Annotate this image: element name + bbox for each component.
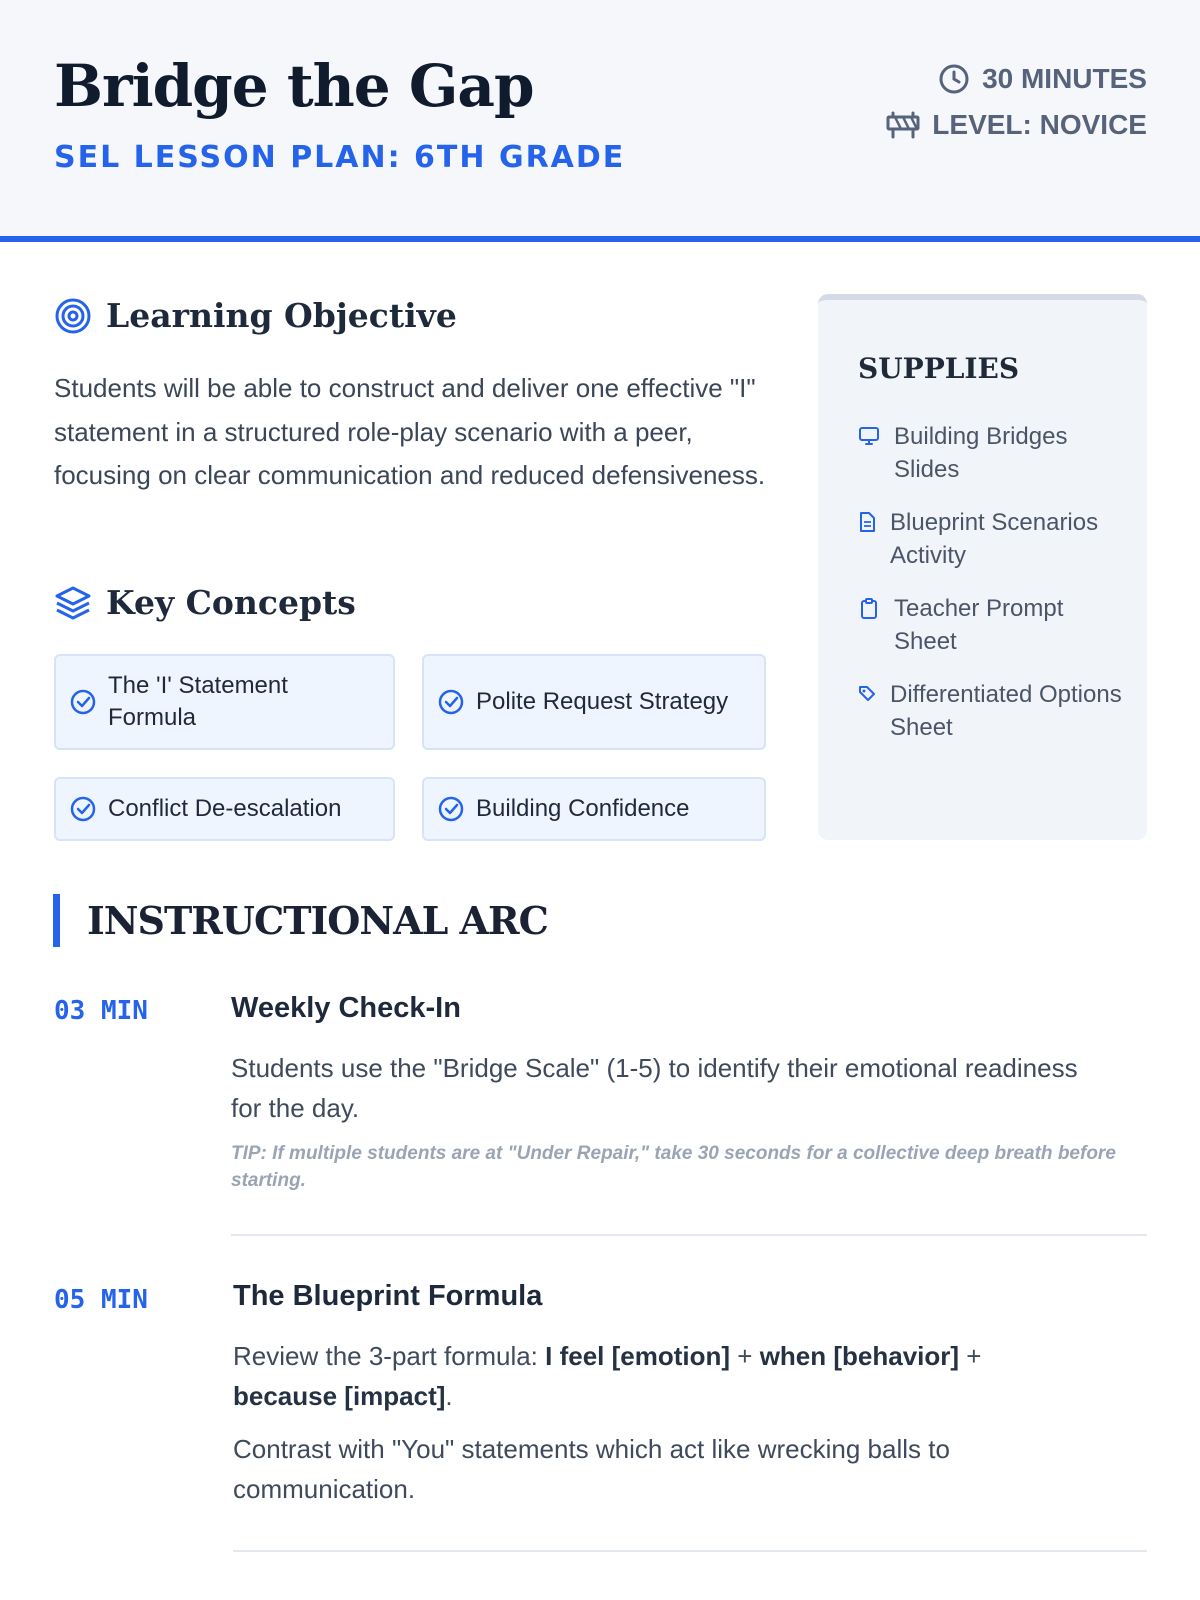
formula-part: because [impact] xyxy=(233,1381,446,1411)
page-title: Bridge the Gap xyxy=(54,52,534,120)
formula-plus: + xyxy=(730,1341,760,1371)
step-duration: 03 MIN xyxy=(54,996,148,1026)
supply-label: Blueprint Scenarios Activity xyxy=(890,509,1099,569)
objective-heading xyxy=(54,296,457,335)
step-tip: TIP: If multiple students are at "Under Repair," take 30 seconds for a collective deep breath before starting. xyxy=(231,1143,1116,1191)
supply-item xyxy=(858,420,1128,486)
supply-item xyxy=(858,506,1128,572)
step-text-prefix: Review the 3-part formula: xyxy=(233,1341,546,1371)
duration-meta xyxy=(886,56,1147,102)
step-divider xyxy=(231,1234,1147,1236)
concept-label: Conflict De-escalation xyxy=(108,795,342,822)
page-header xyxy=(0,0,1200,242)
monitor-icon xyxy=(858,425,880,447)
formula-part: I feel [emotion] xyxy=(545,1341,731,1371)
supplies-heading: SUPPLIES xyxy=(858,352,1020,385)
concept-label: Building Confidence xyxy=(476,795,690,822)
supply-label: Differentiated Options Sheet xyxy=(890,681,1122,741)
clipboard-icon xyxy=(858,597,880,619)
supply-item xyxy=(858,592,1128,658)
formula-plus: + xyxy=(959,1341,982,1371)
arc-accent-bar xyxy=(53,894,60,947)
supplies-panel xyxy=(818,294,1147,840)
concept-label: The 'I' Statement Formula xyxy=(108,672,288,731)
concept-card xyxy=(422,654,766,750)
layers-icon xyxy=(54,584,92,622)
supply-label: Teacher Prompt Sheet xyxy=(894,595,1064,655)
formula-part: when [behavior] xyxy=(759,1341,960,1371)
step-text: Students use the "Bridge Scale" (1-5) to identify their emotional readiness for the day. xyxy=(231,1053,1078,1123)
concept-card xyxy=(54,777,395,841)
barrier-icon xyxy=(886,109,920,141)
arc-heading: INSTRUCTIONAL ARC xyxy=(87,898,548,943)
step-divider xyxy=(233,1550,1147,1552)
step-duration: 05 MIN xyxy=(54,1285,148,1315)
check-circle-icon xyxy=(70,796,96,822)
step-text-suffix: . xyxy=(445,1381,453,1411)
level-text: LEVEL: NOVICE xyxy=(932,109,1147,140)
concept-label: Polite Request Strategy xyxy=(476,688,729,715)
document-icon xyxy=(858,511,876,533)
tag-icon xyxy=(858,683,876,705)
check-circle-icon xyxy=(70,689,96,715)
duration-text: 30 MINUTES xyxy=(982,63,1147,94)
check-circle-icon xyxy=(438,689,464,715)
concepts-heading xyxy=(54,583,356,622)
concept-card xyxy=(422,777,766,841)
supply-item xyxy=(858,678,1128,744)
level-meta xyxy=(886,102,1147,148)
objective-text: Students will be able to construct and deliver one effective "I" statement in a structured role-play scenario with a peer, focusing on clear communication and reduced defensiveness. xyxy=(54,373,766,490)
step-text: Contrast with "You" statements which act like wrecking balls to communication. xyxy=(233,1434,950,1504)
supply-label: Building Bridges Slides xyxy=(894,423,1068,483)
concepts-heading-text: Key Concepts xyxy=(106,583,356,622)
step-title: Weekly Check-In xyxy=(231,992,461,1024)
target-icon xyxy=(54,297,92,335)
step-text xyxy=(233,1336,1073,1416)
check-circle-icon xyxy=(438,796,464,822)
step-title: The Blueprint Formula xyxy=(233,1280,543,1312)
lesson-meta xyxy=(886,56,1147,148)
concept-card xyxy=(54,654,395,750)
objective-heading-text: Learning Objective xyxy=(106,296,457,335)
clock-icon xyxy=(938,63,970,95)
page-subtitle: SEL LESSON PLAN: 6TH GRADE xyxy=(54,140,626,175)
